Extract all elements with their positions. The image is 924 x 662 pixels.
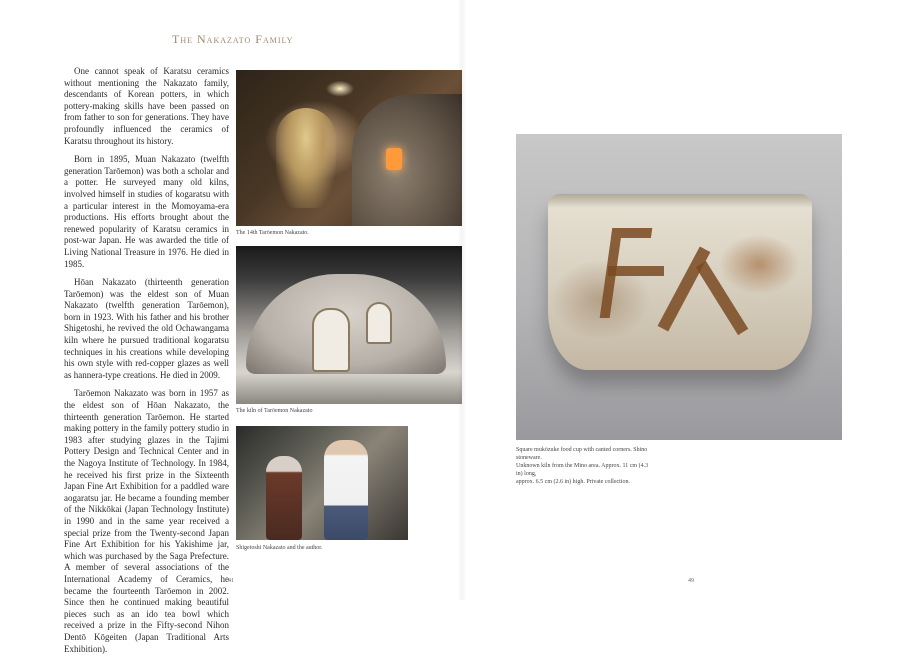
cup-caption [516,446,656,486]
left-page [0,0,462,654]
photo1-caption: The 14th Tarōemon Nakazato. [236,230,309,236]
page-number-right: 49 [688,578,694,584]
paragraph-muan: Born in 1895, Muan Nakazato (twelfth generation Tarōemon) was both a scholar and a potter. He surveyed many old kilns, involved himself in studies of kogaratsu with a particular interest in the Momoyama-era productions. His efforts brought about the renewed popularity of Karatsu ceramics in post-war Japan. He was awarded the title of Living National Treasure in 1976. He died in 1985. [64,154,229,269]
body-text-column [64,66,229,662]
page-number-left: 41 [228,578,234,584]
photo-shigetoshi-and-author [236,426,408,540]
paragraph-intro: One cannot speak of Karatsu ceramics without mentioning the Nakazato family, descendants of Korean potters, in which pottery-making skills have been passed on from father to son for generations. They have profoundly influenced the ceramics of Karatsu throughout its history. [64,66,229,146]
paragraph-taroemon: Tarōemon Nakazato was born in 1957 as the eldest son of Hōan Nakazato, the thirteenth generation Tarōemon. He started making pottery in the family pottery studio in 1983 after studying glazes in the Tajimi Pottery Design and Technical Center and in the Nagoya Institute of Technology. In 1984, he received his first prize in the Sixteenth Japan Fine Art Exhibition for a paddled ware aogaratsu jar. He became a founding member of the Nikkōkai (Japan Technology Institute) in 1990 and in the same year received a special prize from the Twenty-second Japan Fine Art Exhibition for his Yakishime jar, which was purchased by the Saga Prefecture. A member of several associations of the International Academy of Ceramics, he became the fourteenth Tarōemon in 2002. Since then he continued making beautiful pieces such as an ido tea bowl which received a prize in the Fifty-second Nihon Dentō Kōgeiten (Japan Traditional Arts Exhibition). [64,388,229,654]
photo3-caption: Shigetoshi Nakazato and the author. [236,545,323,551]
photo-potter-at-kiln [236,70,462,226]
photo-kiln [236,246,462,404]
paragraph-hoan: Hōan Nakazato (thirteenth generation Tarōemon) was the eldest son of Muan Nakazato (twelfth generation Tarōemon), born in 1923. With his father and his brother Shigetoshi, he revived the old Ochawangama kiln where he pursued traditional kogaratsu techniques in his creations while developing his own style with red-copper glazes as well as hannera-type creations. He died in 2009. [64,277,229,380]
photo2-caption: The kiln of Tarōemon Nakazato [236,408,313,414]
cup-caption-line: Unknown kiln from the Mino area. Approx. 11 cm (4.3 in) long, [516,463,649,477]
page-title: The Nakazato Family [172,32,294,46]
cup-caption-line: approx. 6.5 cm (2.6 in) high. Private collection. [516,479,630,485]
photo-square-food-cup [516,134,842,440]
cup-caption-line: Square mukōzuke food cup with canted corners. Shino stoneware. [516,447,648,461]
